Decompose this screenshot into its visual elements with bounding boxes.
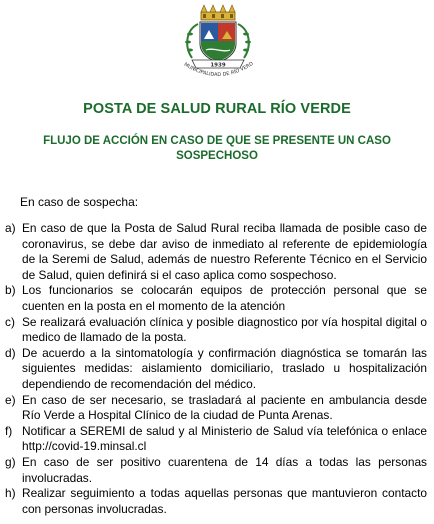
list-item-marker: a): [5, 221, 16, 235]
list-item-text: En caso de ser necesario, se trasladará al paciente en ambulancia desde Río Verde a Hospital Clínico de la ciudad de Punta Arenas.: [22, 392, 427, 423]
list-item-marker: f): [5, 423, 13, 438]
intro-text: En caso de sospecha:: [20, 195, 139, 209]
shield-icon: [200, 22, 236, 62]
list-item: [0, 455, 434, 486]
list-item-text: En caso de ser positivo cuarentena de 14 días a todas las personas involucradas.: [22, 454, 427, 485]
list-item-marker: e): [5, 392, 16, 407]
list-item-marker: d): [5, 345, 16, 360]
list-item-text: De acuerdo a la sintomatología y confirmación diagnóstica se tomarán las siguientes medidas: aislamiento domiciliario, traslado u hospitalización dependiendo de recomendación del médico.: [22, 345, 427, 391]
page-subtitle: FLUJO DE ACCIÓN EN CASO DE QUE SE PRESENTE UN CASO SOSPECHOSO: [43, 135, 391, 162]
list-item-marker: b): [5, 283, 16, 298]
page-title: POSTA DE SALUD RURAL RÍO VERDE: [83, 101, 351, 117]
list-item: [0, 315, 434, 346]
list-item-text: Se realizará evaluación clínica y posible diagnostico por vía hospital digital o medico de llamado de la posta.: [22, 314, 427, 345]
list-item-marker: g): [5, 454, 16, 469]
crest-graphic: [168, 4, 268, 82]
list-item-text: Los funcionarios se colocarán equipos de protección personal que se cuenten en la posta en el momento de la atención: [22, 283, 427, 313]
crest-year: 1939: [210, 62, 226, 69]
municipal-crest-logo: [168, 4, 268, 82]
list-item: [0, 393, 434, 424]
list-item: [0, 221, 434, 283]
list-item-marker: c): [5, 314, 15, 329]
list-item: [0, 486, 434, 517]
list-item-marker: h): [5, 486, 16, 501]
crown-icon: [201, 5, 235, 20]
list-item-text: Realizar seguimiento a todas aquellas personas que mantuvieron contacto con personas involucradas.: [22, 486, 427, 516]
list-item: [0, 346, 434, 393]
action-steps-list: [0, 221, 434, 517]
list-item-text: En caso de que la Posta de Salud Rural reciba llamada de posible caso de coronavirus, se debe dar aviso de inmediato al referente de epidemiología de la Seremi de Salud, además de nuestro Referente Técnico en el Servicio de Salud, quien definirá si el caso aplica como sospechoso.: [22, 221, 427, 282]
crest-municipality-text: MUNICIPALIDAD DE RÍO VERD: [182, 60, 255, 79]
ribbon-icon: [192, 60, 244, 69]
list-item: [0, 424, 434, 455]
list-item-text: Notificar a SEREMI de salud y al Ministerio de Salud vía telefónica o enlace http://covid-19.minsal.cl: [22, 423, 427, 454]
list-item: [0, 283, 434, 314]
